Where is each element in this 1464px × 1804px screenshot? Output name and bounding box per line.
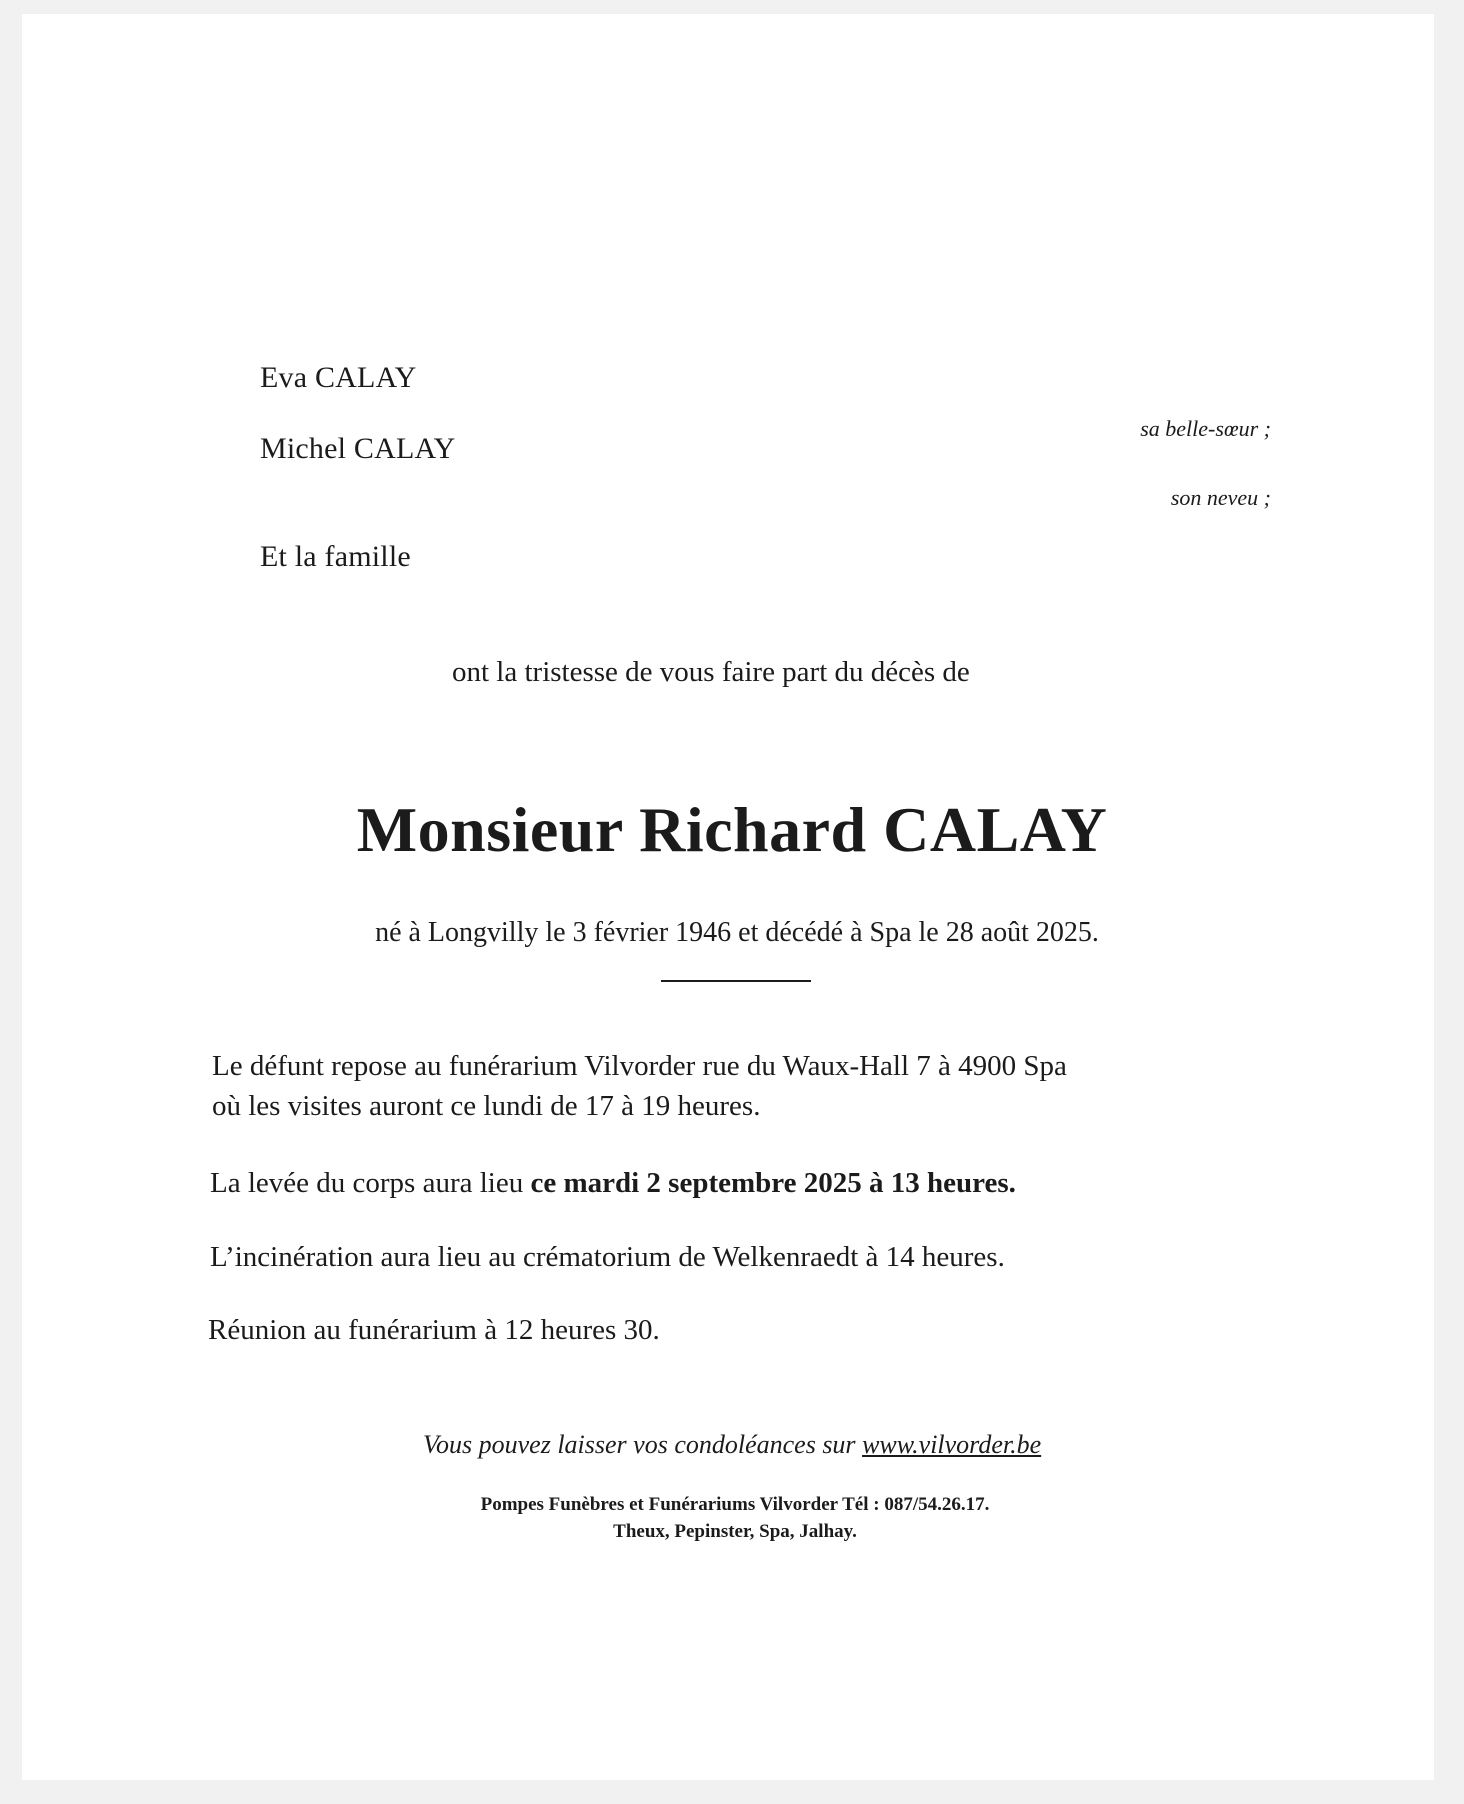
levee-text: La levée du corps aura lieu [210, 1167, 531, 1199]
announcement-intro: ont la tristesse de vous faire part du décès de [452, 656, 970, 688]
funeral-home-footer [0, 1491, 1464, 1545]
family-line: Et la famille [260, 540, 411, 573]
condolences-text: Vous pouvez laisser vos condoléances sur [423, 1430, 863, 1459]
condolences-website-link[interactable]: www.vilvorder.be [862, 1430, 1042, 1459]
family-member-role: sa belle-sœur ; [1140, 416, 1271, 441]
levee-paragraph [210, 1166, 1016, 1200]
deceased-name: Monsieur Richard CALAY [356, 794, 1108, 865]
funeral-home-locations: Theux, Pepinster, Spa, Jalhay. [613, 1521, 857, 1542]
funeral-home-contact: Pompes Funèbres et Funérariums Vilvorder Tél : 087/54.26.17. [480, 1494, 990, 1515]
family-member-name: Michel CALAY [260, 432, 456, 465]
visits-line: où les visites auront ce lundi de 17 à 19 heures. [212, 1090, 761, 1122]
divider-rule [661, 980, 811, 982]
rest-location-line: Le défunt repose au funérarium Vilvorder rue du Waux-Hall 7 à 4900 Spa [212, 1050, 1067, 1082]
incineration-line: L’incinération aura lieu au crématorium de Welkenraedt à 14 heures. [210, 1241, 1005, 1273]
family-member-role: son neveu ; [1170, 485, 1271, 510]
levee-date-time: ce mardi 2 septembre 2025 à 13 heures. [530, 1167, 1016, 1199]
reunion-line: Réunion au funérarium à 12 heures 30. [208, 1314, 660, 1346]
condolences-line [423, 1430, 1041, 1460]
birth-death-dates: né à Longvilly le 3 février 1946 et décédé à Spa le 28 août 2025. [375, 917, 1099, 948]
family-member-name: Eva CALAY [260, 361, 417, 394]
